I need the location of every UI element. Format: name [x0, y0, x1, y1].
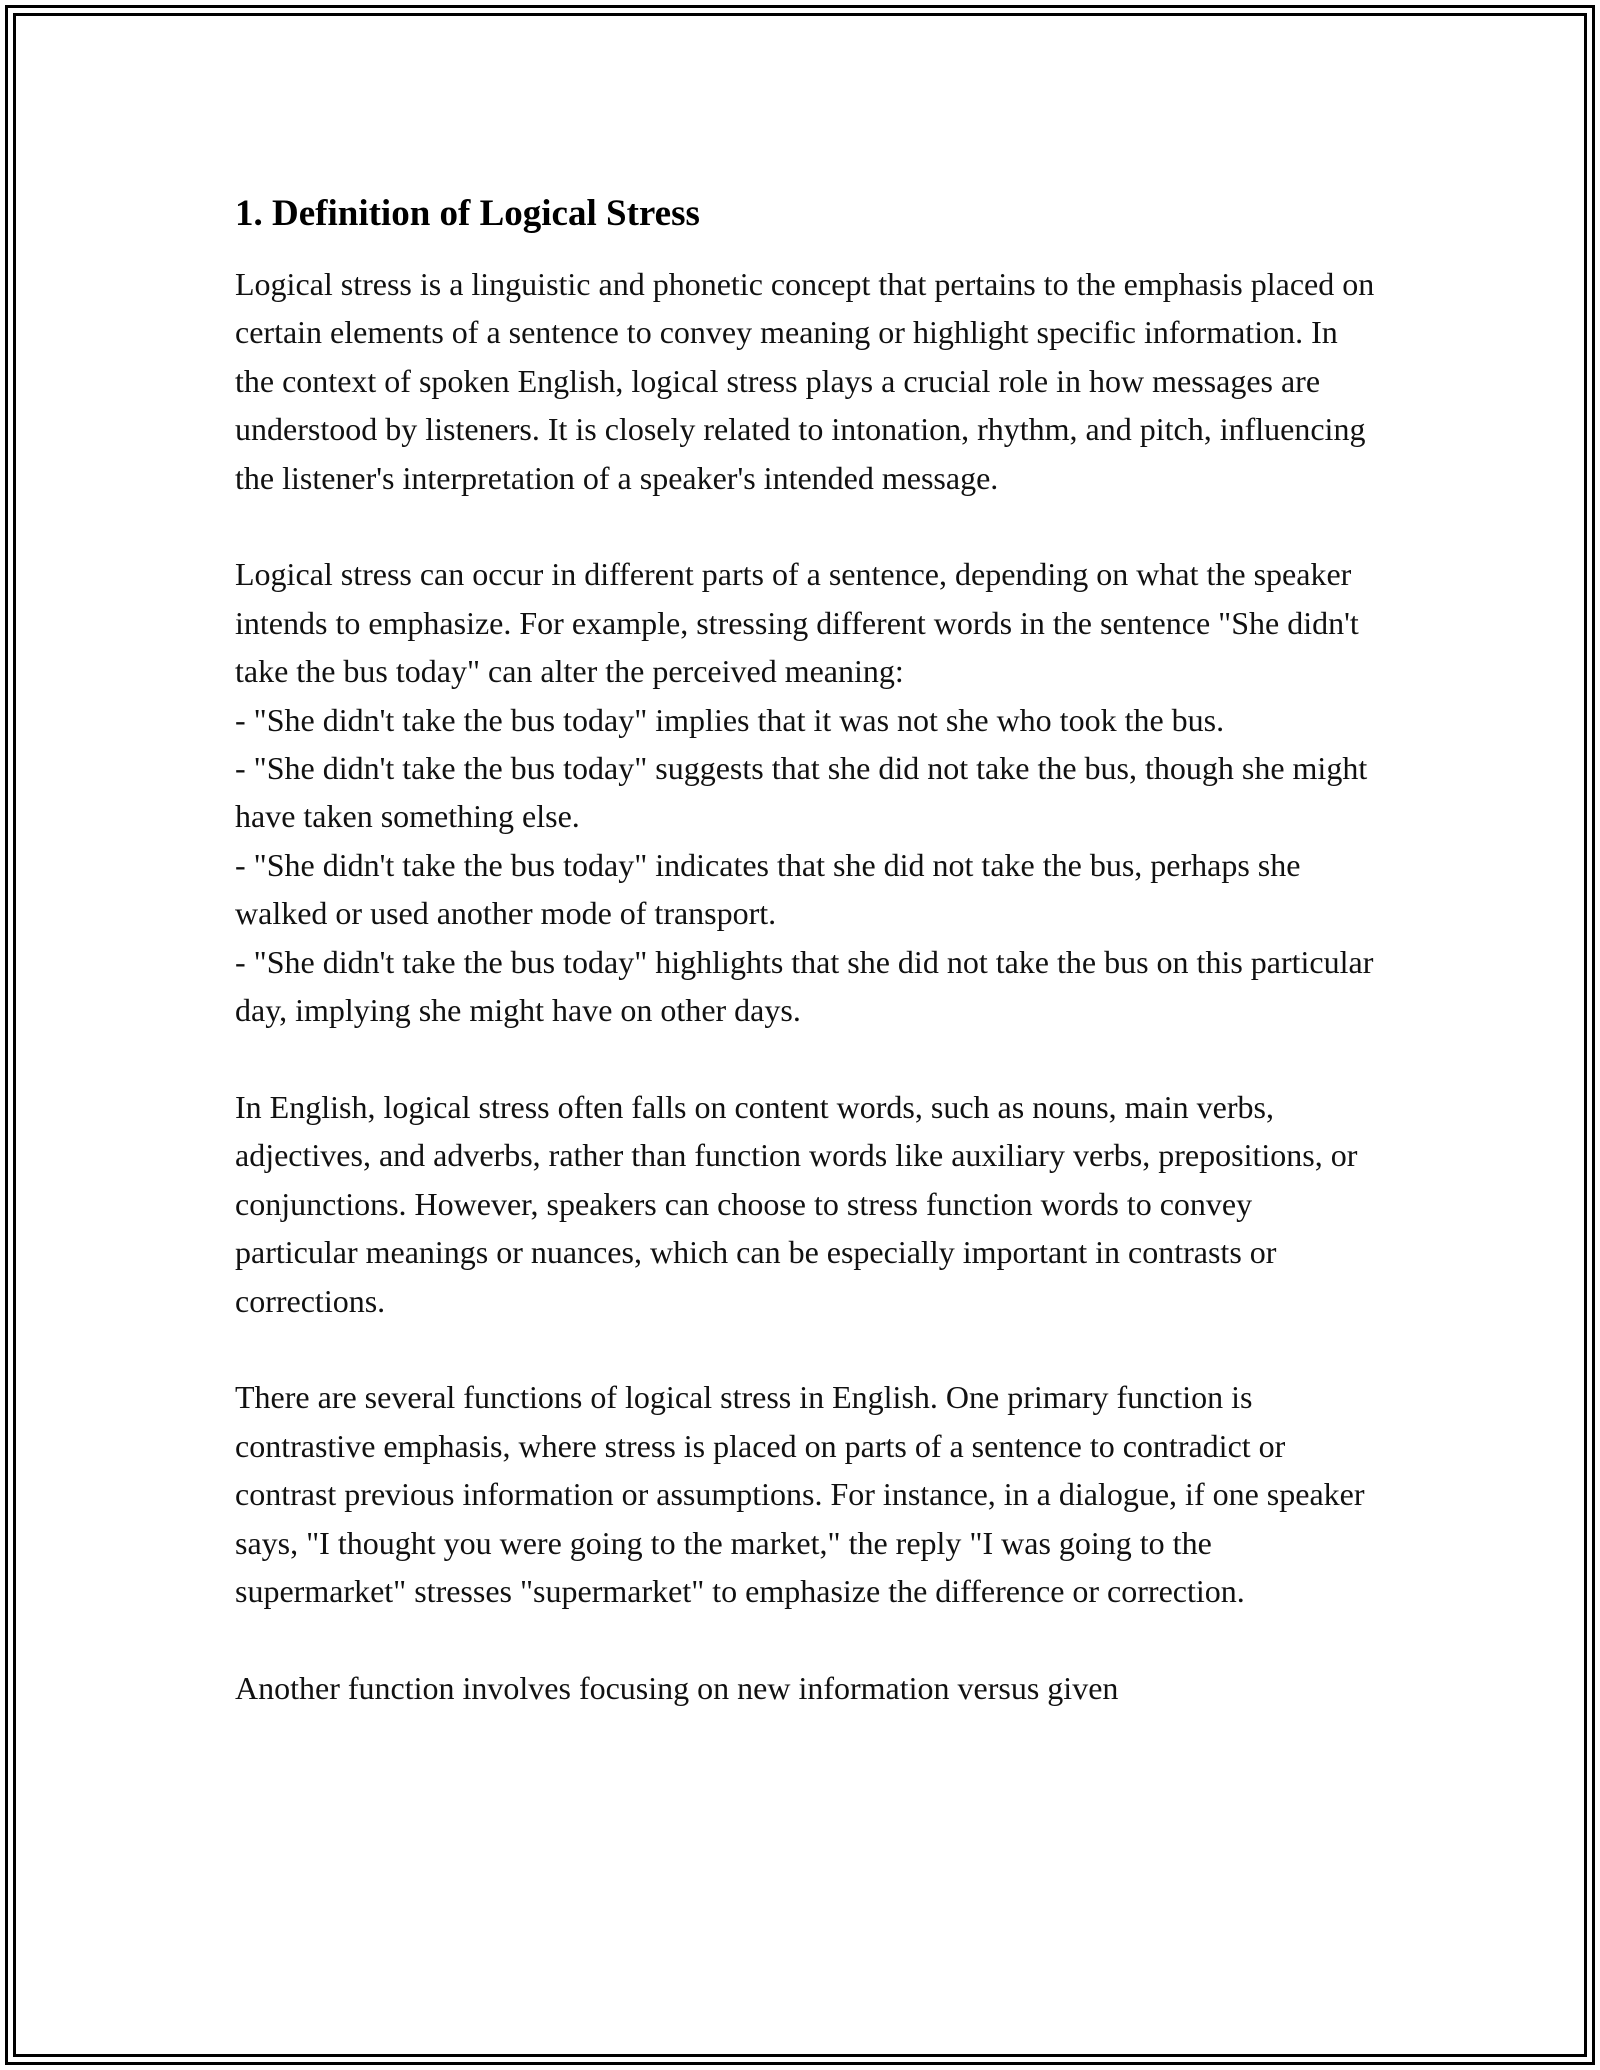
- paragraph-definition: Logical stress is a linguistic and phonetic concept that pertains to the emphasis placed on certain elements of a sentence to convey meaning or highlight specific information. In the context of spoken English, logical stress plays a crucial role in how messages are understood by listeners. It is closely related to intonation, rhythm, and pitch, influencing the listener's interpretation of a speaker's intended message.: [235, 266, 1375, 496]
- section-heading: 1. Definition of Logical Stress: [235, 193, 700, 234]
- paragraph-functions: There are several functions of logical stress in English. One primary function is contrastive emphasis, where stress is placed on parts of a sentence to contradict or contrast previous information or assumptions. For instance, in a dialogue, if one speaker says, "I thought you were going to the market," the reply "I was going to the supermarket" stresses "supermarket" to emphasize the difference or correction.: [235, 1379, 1365, 1609]
- paragraph-examples: Logical stress can occur in different parts of a sentence, depending on what the speaker intends to emphasize. For example, stressing different words in the sentence "She didn't take the bus today" can alter the perceived meaning: - "She didn't take the bus today" implies that it was not she who took the bus. - "She didn't take the bus today" suggests that she did not take the bus, though she might have taken something else. - "She didn't take the bus today" indicates that she did not take the bus, perhaps she walked or used another mode of transport. - "She didn't take the bus today" highlights that she did not take the bus on this particular day, implying she might have on other days.: [235, 556, 1374, 1029]
- paragraph-content-words: In English, logical stress often falls on content words, such as nouns, main verbs, adjectives, and adverbs, rather than function words like auxiliary verbs, prepositions, or conjunctions. However, speakers can choose to stress function words to convey particular meanings or nuances, which can be especially important in contrasts or corrections.: [235, 1088, 1358, 1319]
- document-body: [235, 188, 1375, 1712]
- paragraph-new-information: Another function involves focusing on new information versus given: [235, 1669, 1119, 1706]
